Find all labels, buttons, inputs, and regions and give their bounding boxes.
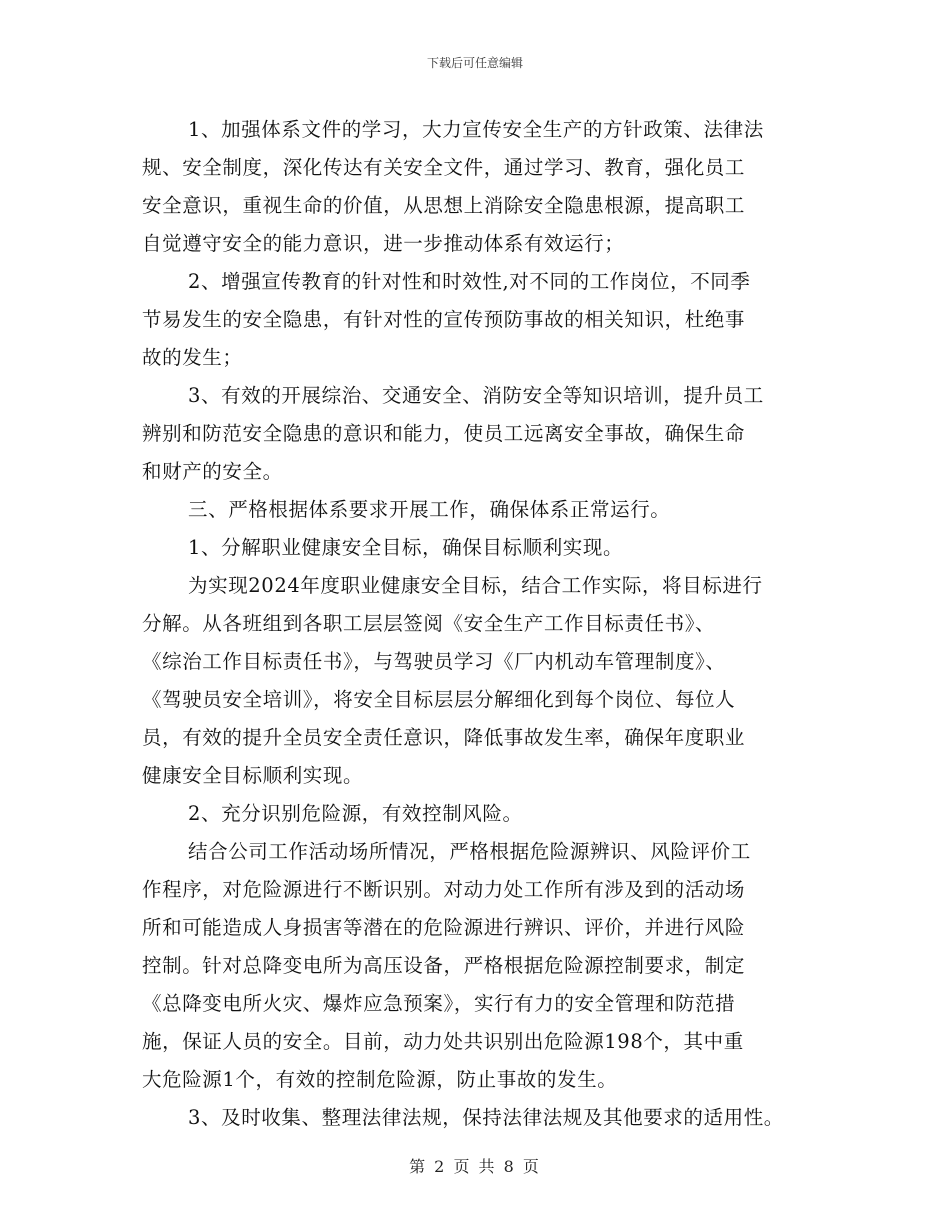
text-line: 分解。从各班组到各职工层层签阅《安全生产工作目标责任书》、 bbox=[142, 612, 716, 635]
text-line: 《综治工作目标责任书》，与驾驶员学习《厂内机动车管理制度》、 bbox=[142, 650, 726, 673]
text-line: 施，保证人员的安全。目前，动力处共识别出危险源198个，其中重 bbox=[142, 1030, 744, 1053]
text-line: 作程序，对危险源进行不断识别。对动力处工作所有涉及到的活动场 bbox=[142, 878, 746, 901]
subsection-heading: 3、及时收集、整理法律法规，保持法律法规及其他要求的适用性。 bbox=[188, 1106, 784, 1129]
text-line: 辨别和防范安全隐患的意识和能力，使员工远离安全事故，确保生命 bbox=[142, 422, 746, 445]
text-line: 大危险源1个，有效的控制危险源，防止事故的发生。 bbox=[142, 1068, 618, 1091]
text-line: 3、有效的开展综治、交通安全、消防安全等知识培训，提升员工 bbox=[188, 384, 764, 407]
text-line: 员，有效的提升全员安全责任意识，降低事故发生率，确保年度职业 bbox=[142, 726, 746, 749]
text-line: 《总降变电所火灾、爆炸应急预案》，实行有力的安全管理和防范措 bbox=[142, 992, 736, 1015]
text-line: 控制。针对总降变电所为高压设备，严格根据危险源控制要求，制定 bbox=[142, 954, 746, 977]
text-line: 为实现2024年度职业健康安全目标，结合工作实际，将目标进行 bbox=[188, 574, 763, 597]
header-note: 下载后可任意编辑 bbox=[426, 56, 523, 70]
section-heading: 三、严格根据体系要求开展工作，确保体系正常运行。 bbox=[188, 498, 671, 521]
page-number-footer: 第 2 页 共 8 页 bbox=[409, 1157, 541, 1176]
text-line: 健康安全目标顺利实现。 bbox=[142, 764, 364, 787]
text-line: 故的发生； bbox=[142, 346, 243, 369]
text-line: 1、加强体系文件的学习，大力宣传安全生产的方针政策、法律法 bbox=[188, 118, 764, 141]
text-line: 节易发生的安全隐患，有针对性的宣传预防事故的相关知识，杜绝事 bbox=[142, 308, 746, 331]
subsection-heading: 2、充分识别危险源，有效控制风险。 bbox=[188, 802, 523, 825]
text-line: 《驾驶员安全培训》，将安全目标层层分解细化到每个岗位、每位人 bbox=[142, 688, 736, 711]
text-line: 2、增强宣传教育的针对性和时效性,对不同的工作岗位，不同季 bbox=[188, 270, 751, 293]
subsection-heading: 1、分解职业健康安全目标，确保目标顺利实现。 bbox=[188, 536, 624, 559]
text-line: 所和可能造成人身损害等潜在的危险源进行辨识、评价，并进行风险 bbox=[142, 916, 746, 939]
text-line: 规、安全制度，深化传达有关安全文件，通过学习、教育，强化员工 bbox=[142, 156, 746, 179]
text-line: 自觉遵守安全的能力意识，进一步推动体系有效运行； bbox=[142, 232, 625, 255]
text-line: 和财产的安全。 bbox=[142, 460, 283, 483]
text-line: 结合公司工作活动场所情况，严格根据危险源辨识、风险评价工 bbox=[188, 840, 751, 863]
text-line: 安全意识，重视生命的价值，从思想上消除安全隐患根源，提高职工 bbox=[142, 194, 746, 217]
